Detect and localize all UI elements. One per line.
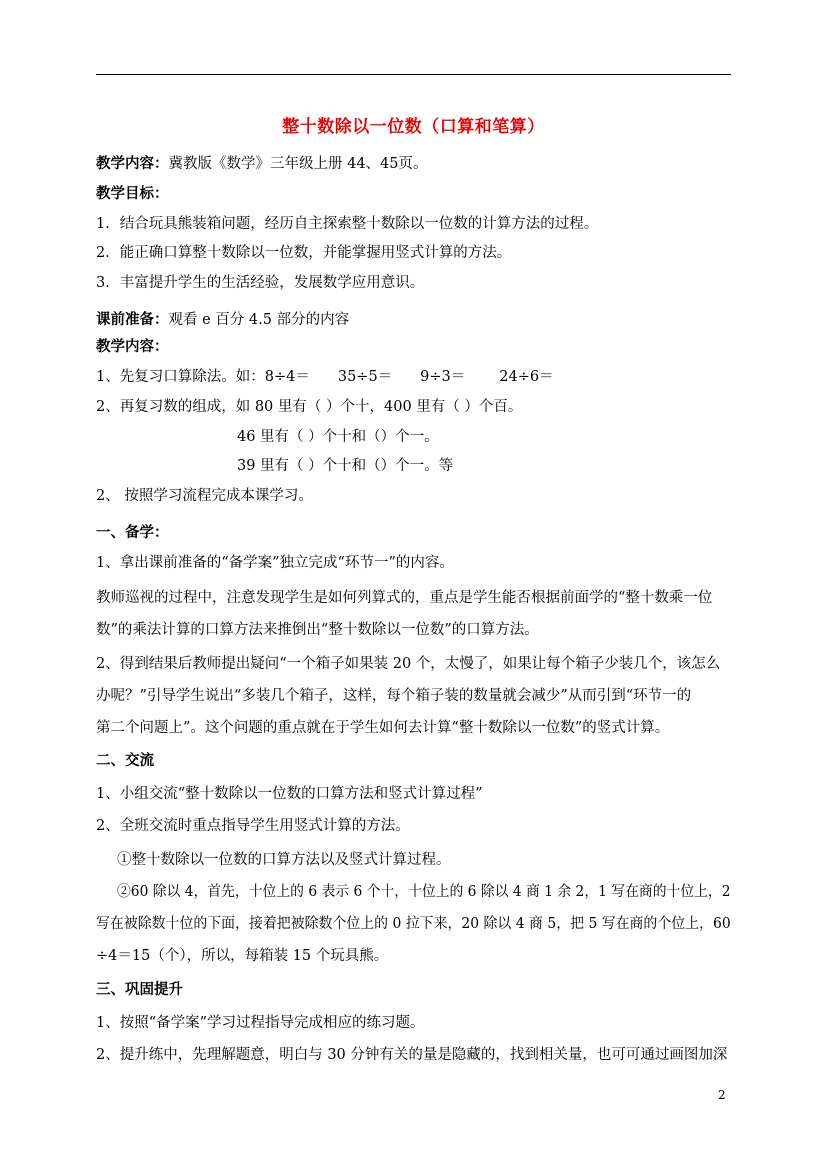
content-label: 教学内容： bbox=[96, 155, 169, 172]
goals-label: 教学目标： bbox=[96, 185, 169, 202]
section3-line: 2、提升练中，先理解题意，明白与 30 分钟有关的量是隐藏的，找到相关量，也可可通过画图加深 bbox=[96, 1047, 728, 1063]
review-line-1 bbox=[96, 367, 554, 387]
section1-line: 办呢？”引导学生说出“多装几个箱子，这样，每个箱子装的数量就会减少”从而引到“环节一的 bbox=[96, 688, 692, 704]
section2-line: 2、全班交流时重点指导学生用竖式计算的方法。 bbox=[96, 818, 410, 834]
review-expr: 8÷4＝ bbox=[264, 369, 310, 385]
section3-line: 1、按照“备学案”学习过程指导完成相应的练习题。 bbox=[96, 1015, 425, 1031]
review-line-2: 2、再复习数的组成，如 80 里有（ ）个十，400 里有（ ）个百。 bbox=[96, 399, 523, 415]
review-line-5: 2、 按照学习流程完成本课学习。 bbox=[96, 488, 313, 504]
prep-value: 观看 e 百分 4.5 部分的内容 bbox=[168, 312, 350, 328]
section1-line: 第二个问题上”。这个问题的重点就在于学生如何去计算“整十数除以一位数”的竖式计算。 bbox=[96, 720, 670, 736]
review-expr: 9÷3＝ bbox=[420, 369, 466, 385]
section2-title: 二、交流 bbox=[96, 752, 154, 769]
content-line bbox=[96, 154, 428, 174]
section3-title: 三、巩固提升 bbox=[96, 981, 183, 998]
review-line-4: 39 里有（ ）个十和（）个一。等 bbox=[237, 458, 454, 474]
review-prefix: 1、先复习口算除法。如： bbox=[96, 369, 265, 385]
section1-line: 2、得到结果后教师提出疑问“一个箱子如果装 20 个，太慢了，如果让每个箱子少装几个，该怎么 bbox=[96, 656, 721, 672]
document-title: 整十数除以一位数（口算和笔算） bbox=[282, 117, 545, 137]
section2-line: ①整十数除以一位数的口算方法以及竖式计算过程。 bbox=[117, 852, 451, 868]
review-line-3: 46 里有（ ）个十和（）个一。 bbox=[237, 429, 439, 445]
section2-line: ÷4＝15（个），所以，每箱装 15 个玩具熊。 bbox=[96, 948, 389, 964]
section2-line: 写在被除数十位的下面，接着把被除数个位上的 0 拉下来，20 除以 4 商 5，把 5 写在商的个位上，60 bbox=[96, 916, 731, 932]
section2-line: 1、小组交流“整十数除以一位数的口算方法和竖式计算过程” bbox=[96, 786, 483, 802]
review-expr: 35÷5＝ bbox=[337, 369, 393, 385]
header-rule bbox=[96, 74, 731, 75]
section1-line: 教师巡视的过程中，注意发现学生是如何列算式的，重点是学生能否根据前面学的“整十数乘一位 bbox=[96, 590, 713, 606]
page-number: 2 bbox=[718, 1088, 726, 1102]
goal-item: 1．结合玩具熊装箱问题，经历自主探索整十数除以一位数的计算方法的过程。 bbox=[96, 216, 599, 232]
section2-line: ②60 除以 4，首先，十位上的 6 表示 6 个十，十位上的 6 除以 4 商 1 余 2，1 写在商的十位上，2 bbox=[117, 884, 731, 900]
content-value: 冀教版《数学》三年级上册 44、45页。 bbox=[168, 156, 428, 172]
goal-item: 3．丰富提升学生的生活经验，发展数学应用意识。 bbox=[96, 275, 425, 291]
goal-item: 2．能正确口算整十数除以一位数，并能掌握用竖式计算的方法。 bbox=[96, 245, 512, 261]
section1-title: 一、备学： bbox=[96, 524, 169, 541]
content2-label: 教学内容： bbox=[96, 338, 169, 355]
prep-line bbox=[96, 310, 349, 330]
review-expr: 24÷6＝ bbox=[499, 369, 554, 385]
prep-label: 课前准备： bbox=[96, 311, 169, 328]
section1-line: 数”的乘法计算的口算方法来推倒出“整十数除以一位数”的口算方法。 bbox=[96, 622, 539, 638]
section1-line: 1、拿出课前准备的“备学案”独立完成“环节一”的内容。 bbox=[96, 555, 454, 571]
